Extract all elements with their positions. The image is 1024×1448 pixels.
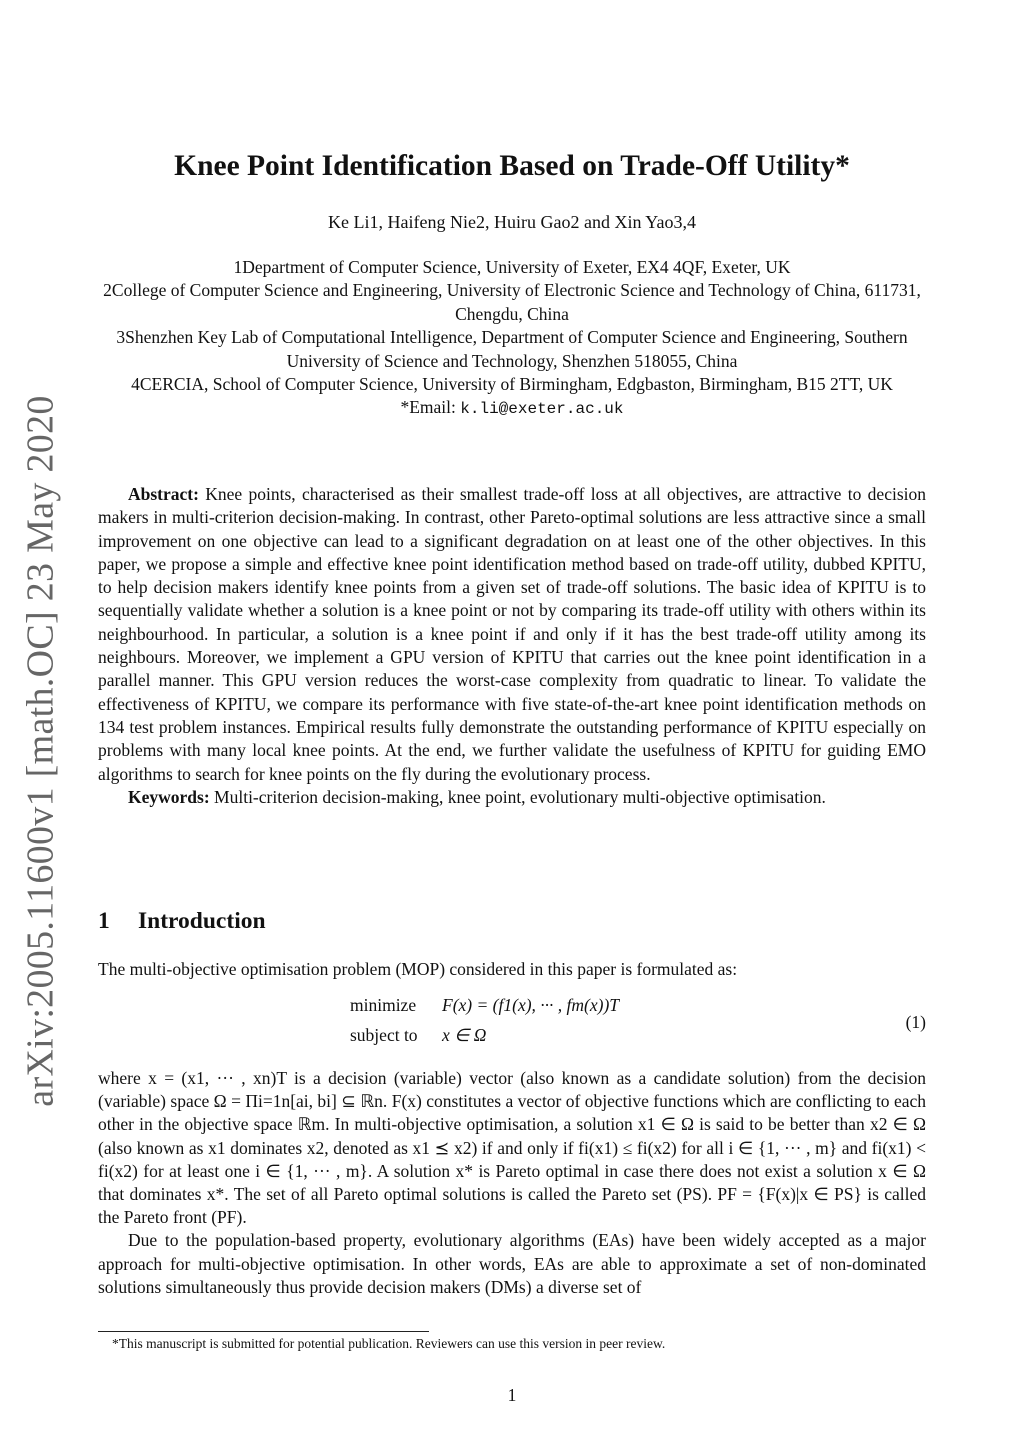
- equation-row-constraint: [350, 1025, 486, 1046]
- affiliation-1: 1Department of Computer Science, University of Exeter, EX4 4QF, Exeter, UK: [233, 257, 791, 277]
- equation-number: (1): [905, 1012, 926, 1032]
- paper-title: Knee Point Identification Based on Trade-Off Utility*: [174, 150, 850, 182]
- paragraph-definitions: where x = (x1, ··· , xn)T is a decision (variable) vector (also known as a candidate solution) from the decision (variable) space Ω = Πi=1n[ai, bi] ⊆ ℝn. F(x) constitutes a vector of objective functions which are conflicting to each other in the objective space ℝm. In multi-objective optimisation, a solution x1 ∈ Ω is said to be better than x2 ∈ Ω (also known as x1 dominates x2, denoted as x1 ⪯ x2) if and only if fi(x1) ≤ fi(x2) for all i ∈ {1, ··· , m} and fi(x1) < fi(x2) for at least one i ∈ {1, ··· , m}. A solution x* is Pareto optimal in case there does not exist a solution x ∈ Ω that dominates x*. The set of all Pareto optimal solutions is called the Pareto set (PS). PF = {F(x)|x ∈ PS} is called the Pareto front (PF).: [98, 1068, 926, 1228]
- affiliations: [100, 256, 924, 422]
- equation-row-objective: [350, 995, 619, 1016]
- paragraph-eas: Due to the population-based property, evolutionary algorithms (EAs) have been widely accepted as a major approach for multi-objective optimisation. In other words, EAs are able to approximate a set of non-dominated solutions simultaneously thus provide decision makers (DMs) a diverse set of: [98, 1230, 926, 1297]
- body-text: [98, 1067, 926, 1299]
- email-line: [100, 396, 924, 421]
- abstract-paragraph: [98, 483, 926, 786]
- author-list: Ke Li1, Haifeng Nie2, Huiru Gao2 and Xin Yao3,4: [328, 212, 696, 232]
- section-heading: [98, 908, 266, 935]
- section-title: Introduction: [138, 908, 266, 934]
- equation-1: [350, 993, 926, 1049]
- keywords-label: Keywords:: [128, 786, 210, 807]
- footnote-rule: [98, 1331, 429, 1332]
- abstract: [98, 483, 926, 809]
- keywords-paragraph: [98, 786, 926, 809]
- equation-objective: F(x) = (f1(x), ··· , fm(x))T: [442, 995, 620, 1015]
- equation-subject-label: subject to: [350, 1025, 418, 1045]
- affiliation-2: 2College of Computer Science and Engineering, University of Electronic Science and Technology of China, 611731, Chengdu, China: [103, 280, 921, 324]
- intro-lead: [98, 958, 926, 981]
- keywords-text: Multi-criterion decision-making, knee point, evolutionary multi-objective optimisation.: [214, 786, 826, 807]
- equation-minimize-label: minimize: [350, 995, 417, 1015]
- email-link[interactable]: k.li@exeter.ac.uk: [460, 400, 624, 419]
- equation-constraint: x ∈ Ω: [442, 1025, 487, 1045]
- abstract-text: Knee points, characterised as their smallest trade-off loss at all objectives, are attractive to decision makers in multi-criterion decision-making. In contrast, other Pareto-optimal solutions are less attractive since a small improvement on one objective can lead to a significant degradation on at least one of the other objectives. In this paper, we propose a simple and effective knee point identification method based on trade-off utility, dubbed KPITU, to help decision makers identify knee points from a given set of trade-off solutions. The basic idea of KPITU is to sequentially validate whether a solution is a knee point or not by comparing its trade-off utility with others within its neighbourhood. In particular, a solution is a knee point if and only if it has the best trade-off utility among its neighbours. Moreover, we implement a GPU version of KPITU that carries out the knee point identification in a parallel manner. This GPU version reduces the worst-case complexity from quadratic to linear. To validate the effectiveness of KPITU, we compare its performance with five state-of-the-art knee point identification methods on 134 test problem instances. Empirical results fully demonstrate the outstanding performance of KPITU especially on problems with many local knee points. At the end, we further validate the usefulness of KPITU for guiding EMO algorithms to search for knee points on the fly during the evolutionary process.: [98, 484, 927, 784]
- arxiv-stamp-text: arXiv:2005.11600v1 [math.OC] 23 May 2020: [20, 395, 62, 1107]
- affiliation-3: 3Shenzhen Key Lab of Computational Intelligence, Department of Computer Science and Engineering, Southern University of Science and Technology, Shenzhen 518055, China: [116, 327, 908, 371]
- arxiv-stamp: [20, 395, 62, 1107]
- affiliation-4: 4CERCIA, School of Computer Science, University of Birmingham, Edgbaston, Birmingham, B15 2TT, UK: [131, 374, 893, 395]
- footnote: *This manuscript is submitted for potential publication. Reviewers can use this version in peer review.: [112, 1336, 666, 1351]
- email-label: *Email:: [400, 397, 456, 418]
- abstract-label: Abstract:: [128, 484, 199, 504]
- page-number: 1: [507, 1385, 517, 1405]
- section-number: 1: [98, 908, 110, 934]
- intro-lead-text: The multi-objective optimisation problem (MOP) considered in this paper is formulated as:: [98, 959, 738, 979]
